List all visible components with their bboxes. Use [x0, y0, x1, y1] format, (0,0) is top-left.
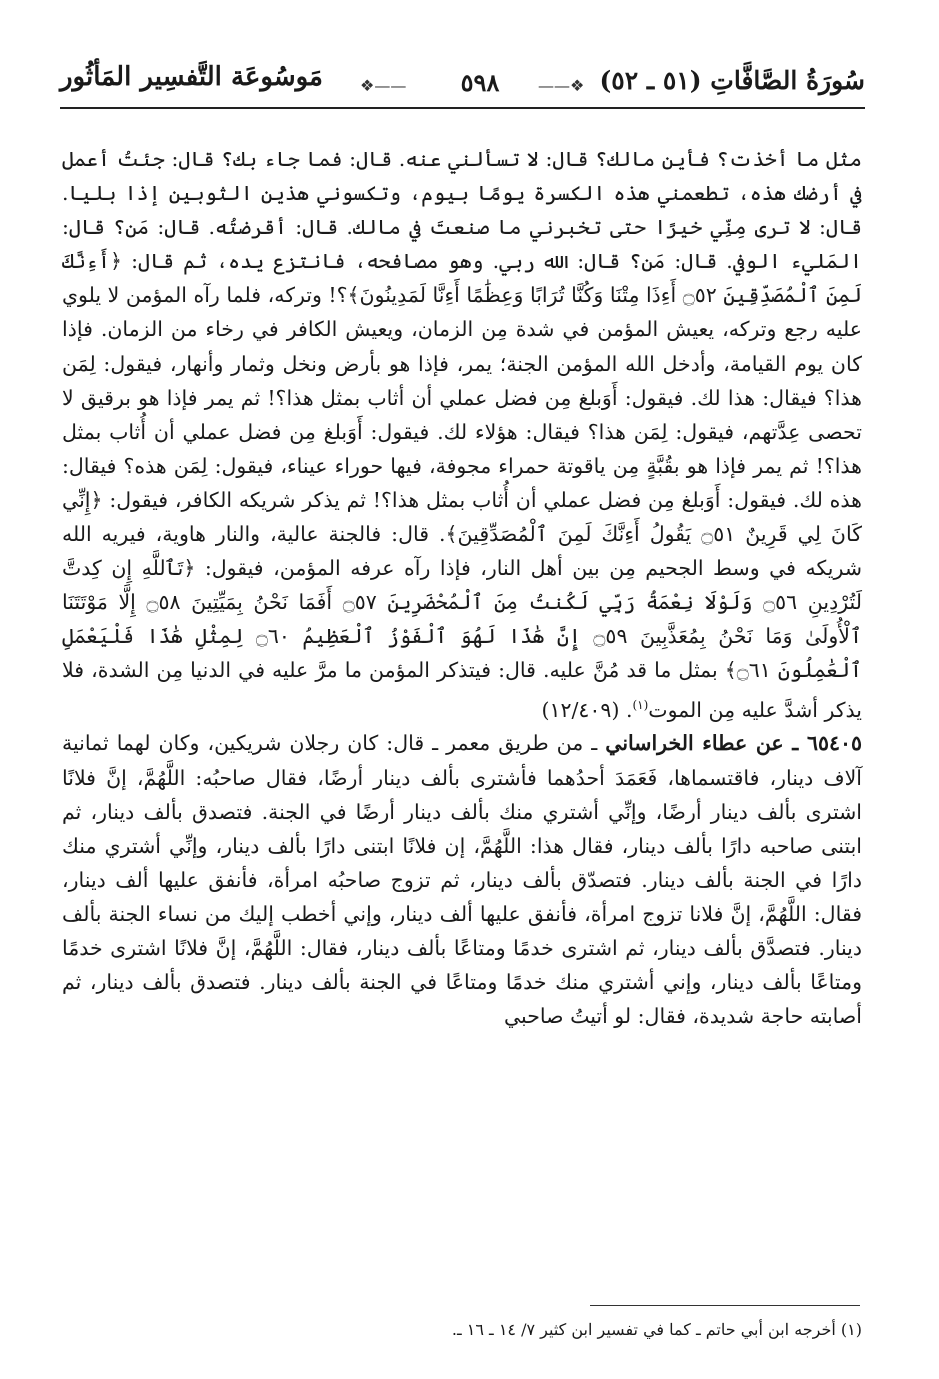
hadith-entry — [62, 726, 862, 1033]
volume-reference: . (١٢/٤٠٩) — [541, 697, 633, 722]
entry-number: ٦٥٤٠٥ — [806, 731, 862, 756]
ornament-right-icon: ——❖ — [538, 76, 585, 95]
entry-separator: ـ — [783, 731, 807, 756]
narrator-name: عن عطاء الخراساني — [605, 731, 784, 756]
header-divider — [60, 107, 865, 109]
surah-heading — [599, 66, 865, 95]
page-body — [62, 142, 862, 1033]
page-number: ٥٩٨ — [460, 68, 500, 97]
book-title: مَوسُوعَة التَّفسِير المَأثُور — [60, 62, 323, 92]
paragraph-continuation — [62, 142, 862, 726]
verse-range: (٥١ ـ ٥٢) — [599, 66, 702, 95]
footnote-marker[interactable]: (١) — [632, 697, 649, 712]
surah-name: سُورَةُ الصَّافَّاتِ — [710, 66, 865, 95]
footnote: (١) أخرجه ابن أبي حاتم ـ كما في تفسير ابن كثير ٧/ ١٤ ـ ١٦ ـ. — [451, 1320, 862, 1339]
paragraph-1-text: مثل ما أخذت؟ فأين مالك؟ قال: لا تسألني عنه. قال: فما جاء بك؟ قال: جئتُ أعمل في أرضك هذه، تطعمني هذه الكسرة يومًا بيوم، وتكسوني هذين الثوبين إذا بليا. قال: لا ترى مِنِّي خيرًا حتى تخبرني ما صنعتَ في مالك. قال: أقرضتُه. قال: مَن؟ قال: المَليء الوفي. قال: مَن؟ قال: الله ربي. وهو مصافحه، فانتزع يده، ثم قال: ﴿أَءِنَّكَ لَمِنَ ٱلْمُصَدِّقِينَ ۝٥٢ أَءِذَا مِتْنَا وَكُنَّا تُرَابًا وَعِظَٰمًا أَءِنَّا لَمَدِينُونَ﴾؟! وتركه، فلما رآه المؤمن لا يلوي عليه رجع وتركه، يعيش المؤمن في شدة مِن الزمان، ويعيش الكافر في رخاء من الزمان. فإذا كان يوم القيامة، وأدخل الله المؤمن الجنة؛ يمر، فإذا هو بأرض ونخل وثمار وأنهار، فيقول: لِمَن هذا؟ فيقال: هذا لك. فيقول: أَوَبلغ مِن فضل عملي أن أثاب بمثل هذا؟! ثم يمر فإذا هو برقيق لا تحصى عِدَّتهم، فيقول: لِمَن هذا؟ فيقال: هؤلاء لك. فيقول: أَوَبلغ مِن فضل عملي أن أُثاب بمثل هذا؟! ثم يمر فإذا هو بقُبَّةٍ مِن ياقوتة حمراء مجوفة، فيها حوراء عيناء، فيقول: لِمَن هذه؟ فيقال: هذه لك. فيقول: أَوَبلغ مِن فضل عملي أن أُثاب بمثل هذا؟! ثم يذكر شريكه الكافر، فيقول: ﴿إِنِّي كَانَ لِي قَرِينٌ ۝٥١ يَقُولُ أَءِنَّكَ لَمِنَ ٱلْمُصَدِّقِينَ﴾. قال: فالجنة عالية، والنار هاوية، فيريه الله شريكه في وسط الجحيم مِن بين أهل النار، فإذا رآه عرفه المؤمن، فيقول: ﴿تَٱللَّهِ إِن كِدتَّ لَتُرْدِينِ ۝٥٦ وَلَوْلَا نِعْمَةُ رَبِّي لَكُنتُ مِنَ ٱلْمُحْضَرِينَ ۝٥٧ أَفَمَا نَحْنُ بِمَيِّتِينَ ۝٥٨ إِلَّا مَوْتَتَنَا ٱلْأُولَىٰ وَمَا نَحْنُ بِمُعَذَّبِينَ ۝٥٩ إِنَّ هَٰذَا لَهُوَ ٱلْفَوْزُ ٱلْعَظِيمُ ۝٦٠ لِمِثْلِ هَٰذَا فَلْيَعْمَلِ ٱلْعَٰمِلُونَ ۝٦١﴾ بمثل ما قد مُنَّ عليه. قال: فيتذكر المؤمن ما مرَّ عليه في الدنيا مِن الشدة، فلا يذكر أشدَّ عليه مِن الموت — [62, 147, 862, 722]
paragraph-2-text: ـ من طريق معمر ـ قال: كان رجلان شريكين، وكان لهما ثمانية آلاف دينار، فاقتسماها، فَعَمَدَ أحدُهما فأشترى بألف دينار أرضًا، فقال صاحبُه: اللَّهُمَّ، إنَّ فلانًا اشترى بألف دينار أرضًا، وإنِّي أشتري منك بألف دينار أرضًا في الجنة. فتصدق بألف دينار، ثم ابتنى صاحبه دارًا بألف دينار، فقال هذا: اللَّهُمَّ، إن فلانًا ابتنى دارًا بألف دينار، وإنِّي أشتري منك دارًا في الجنة بألف دينار. فتصدّق بألف دينار، ثم تزوج صاحبُه امرأة، فأنفق عليها ألف دينار، فقال: اللَّهُمَّ، إنَّ فلانا تزوج امرأة، فأنفق عليها ألف دينار، وإني أخطب إليك من نساء الجنة بألف دينار. فتصدَّق بألف دينار، ثم اشترى خدمًا ومتاعًا بألف دينار، فقال: اللَّهُمَّ، إنَّ فلانًا اشترى خدمًا ومتاعًا بألف دينار، وإني أشتري منك خدمًا ومتاعًا في الجنة بألف دينار. فتصدق بألف دينار، ثم أصابته حاجة شديدة، فقال: لو أتيتُ صاحبي — [62, 731, 863, 1029]
page-header — [60, 52, 865, 112]
footnote-divider — [590, 1305, 860, 1306]
ornament-left-icon: ❖—— — [360, 76, 407, 95]
